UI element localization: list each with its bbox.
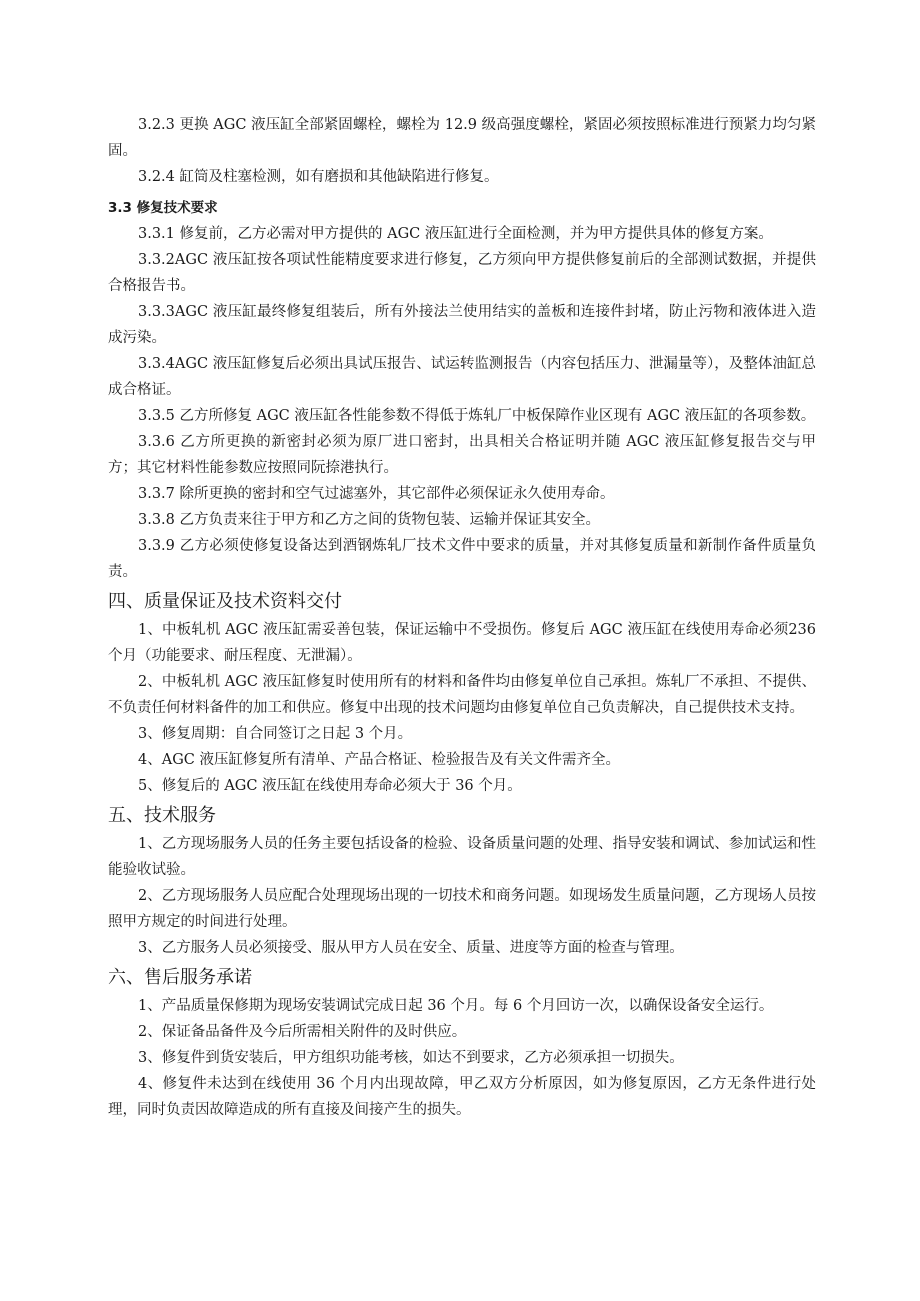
document-page [108,112,816,1123]
paragraph-4-3: 3、修复周期：自合同签订之日起 3 个月。 [138,726,413,742]
paragraph-6-1: 1、产品质量保修期为现场安装调试完成日起 36 个月。每 6 个月回访一次，以确保设备安全运行。 [138,998,774,1014]
heading-section-4: 四、质量保证及技术资料交付 [108,591,342,612]
paragraph-3-3-7: 3.3.7 除所更换的密封和空气过滤塞外，其它部件必须保证永久使用寿命。 [138,486,615,502]
paragraph-4-1: 1、中板轧机 AGC 液压缸需妥善包装，保证运输中不受损伤。修复后 AGC 液压缸在线使用寿命必须236 个月（功能要求、耐压程度、无泄漏）。 [108,622,816,664]
paragraph-5-2: 2、乙方现场服务人员应配合处理现场出现的一切技术和商务问题。如现场发生质量问题，乙方现场人员按照甲方规定的时间进行处理。 [108,888,816,930]
paragraph-3-3-4: 3.3.4AGC 液压缸修复后必须出具试压报告、试运转监测报告（内容包括压力、泄漏量等），及整体油缸总成合格证。 [108,356,816,398]
paragraph-6-3: 3、修复件到货安装后，甲方组织功能考核，如达不到要求，乙方必须承担一切损失。 [138,1050,684,1066]
heading-section-5: 五、技术服务 [108,805,216,826]
paragraph-3-3-2: 3.3.2AGC 液压缸按各项试性能精度要求进行修复，乙方须向甲方提供修复前后的全部测试数据，并提供合格报告书。 [108,252,816,294]
paragraph-3-3-8: 3.3.8 乙方负责来往于甲方和乙方之间的货物包装、运输并保证其安全。 [138,512,601,528]
paragraph-3-3-9: 3.3.9 乙方必须使修复设备达到酒钢炼轧厂技术文件中要求的质量，并对其修复质量和新制作备件质量负责。 [108,538,816,580]
paragraph-3-3-1: 3.3.1 修复前，乙方必需对甲方提供的 AGC 液压缸进行全面检测，并为甲方提供具体的修复方案。 [138,226,773,242]
paragraph-3-3-5: 3.3.5 乙方所修复 AGC 液压缸各性能参数不得低于炼轧厂中板保障作业区现有 AGC 液压缸的各项参数。 [138,408,816,424]
paragraph-5-3: 3、乙方服务人员必须接受、服从甲方人员在安全、质量、进度等方面的检查与管理。 [138,940,684,956]
paragraph-3-3-3: 3.3.3AGC 液压缸最终修复组装后，所有外接法兰使用结实的盖板和连接件封堵，防止污物和液体进入造成污染。 [108,304,816,346]
paragraph-5-1: 1、乙方现场服务人员的任务主要包括设备的检验、设备质量问题的处理、指导安装和调试、参加试运和性能验收试验。 [108,836,816,878]
paragraph-6-4: 4、修复件未达到在线使用 36 个月内出现故障，甲乙双方分析原因，如为修复原因，乙方无条件进行处理，同时负责因故障造成的所有直接及间接产生的损失。 [108,1076,816,1118]
heading-3-3: 3.3 修复技术要求 [108,200,218,216]
paragraph-3-3-6: 3.3.6 乙方所更换的新密封必须为原厂进口密封，出具相关合格证明并随 AGC 液压缸修复报告交与甲方；其它材料性能参数应按照同阮捺港执行。 [108,434,816,476]
paragraph-4-5: 5、修复后的 AGC 液压缸在线使用寿命必须大于 36 个月。 [138,778,522,794]
paragraph-3-2-4: 3.2.4 缸筒及柱塞检测，如有磨损和其他缺陷进行修复。 [138,169,499,185]
paragraph-4-4: 4、AGC 液压缸修复所有清单、产品合格证、检验报告及有关文件需齐全。 [138,752,620,768]
paragraph-6-2: 2、保证备品备件及今后所需相关附件的及时供应。 [138,1024,467,1040]
paragraph-3-2-3: 3.2.3 更换 AGC 液压缸全部紧固螺栓，螺栓为 12.9 级高强度螺栓，紧固必须按照标准进行预紧力均匀紧固。 [108,117,816,159]
heading-section-6: 六、售后服务承诺 [108,967,252,988]
paragraph-4-2: 2、中板轧机 AGC 液压缸修复时使用所有的材料和备件均由修复单位自己承担。炼轧厂不承担、不提供、不负责任何材料备件的加工和供应。修复中出现的技术问题均由修复单位自己负责解决，自己提供技术支持。 [108,674,816,716]
